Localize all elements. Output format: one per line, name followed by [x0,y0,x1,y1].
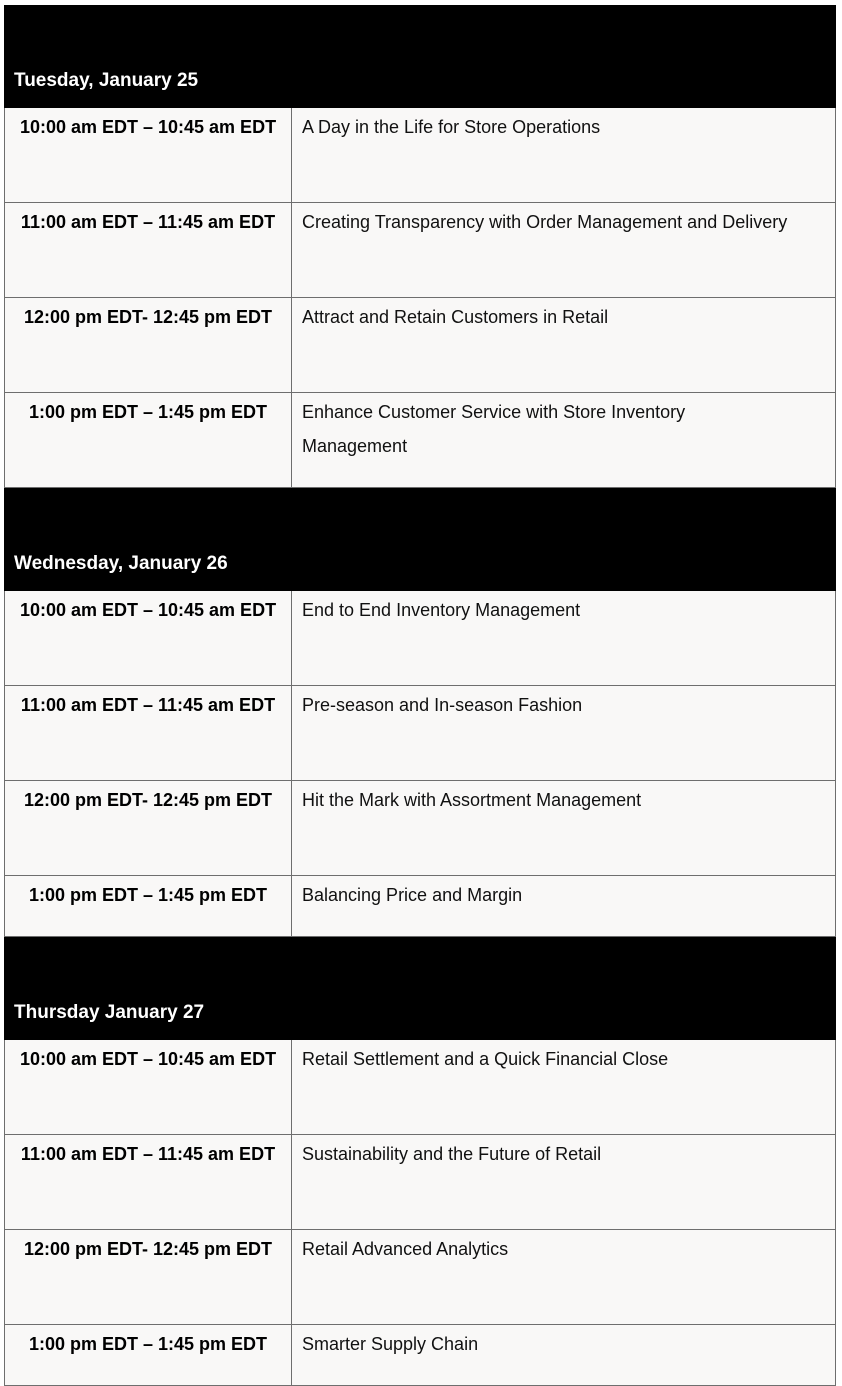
session-time: 10:00 am EDT – 10:45 am EDT [5,1040,292,1134]
session-title: Enhance Customer Service with Store Inventory Management [302,402,686,456]
table-row [4,876,836,937]
table-row [4,1325,836,1386]
schedule-table [4,5,836,1386]
session-time: 12:00 pm EDT- 12:45 pm EDT [5,298,292,392]
session-time: 11:00 am EDT – 11:45 am EDT [5,686,292,780]
day-header: Tuesday, January 25 [4,5,836,108]
table-row [4,591,836,686]
session-title: Creating Transparency with Order Management and Delivery [302,212,788,232]
day-header: Wednesday, January 26 [4,488,836,591]
session-time: 12:00 pm EDT- 12:45 pm EDT [5,781,292,875]
session-time: 12:00 pm EDT- 12:45 pm EDT [5,1230,292,1324]
session-time: 1:00 pm EDT – 1:45 pm EDT [5,1325,292,1385]
session-title: Hit the Mark with Assortment Management [302,790,642,810]
table-row [4,393,836,488]
session-title: Attract and Retain Customers in Retail [302,307,609,327]
table-row [4,1040,836,1135]
table-row [4,686,836,781]
session-time: 11:00 am EDT – 11:45 am EDT [5,203,292,297]
session-time: 1:00 pm EDT – 1:45 pm EDT [5,876,292,936]
session-title: Retail Advanced Analytics [302,1239,509,1259]
session-time: 11:00 am EDT – 11:45 am EDT [5,1135,292,1229]
session-title: A Day in the Life for Store Operations [302,117,601,137]
session-title: End to End Inventory Management [302,600,581,620]
table-row [4,108,836,203]
table-row [4,781,836,876]
session-title: Sustainability and the Future of Retail [302,1144,602,1164]
session-title: Balancing Price and Margin [302,885,523,905]
session-title: Smarter Supply Chain [302,1334,479,1354]
table-row [4,1230,836,1325]
day-header: Thursday January 27 [4,937,836,1040]
table-row [4,298,836,393]
table-row [4,1135,836,1230]
session-title: Retail Settlement and a Quick Financial Close [302,1049,669,1069]
session-title: Pre-season and In-season Fashion [302,695,583,715]
session-time: 10:00 am EDT – 10:45 am EDT [5,591,292,685]
table-row [4,203,836,298]
session-time: 10:00 am EDT – 10:45 am EDT [5,108,292,202]
session-time: 1:00 pm EDT – 1:45 pm EDT [5,393,292,487]
